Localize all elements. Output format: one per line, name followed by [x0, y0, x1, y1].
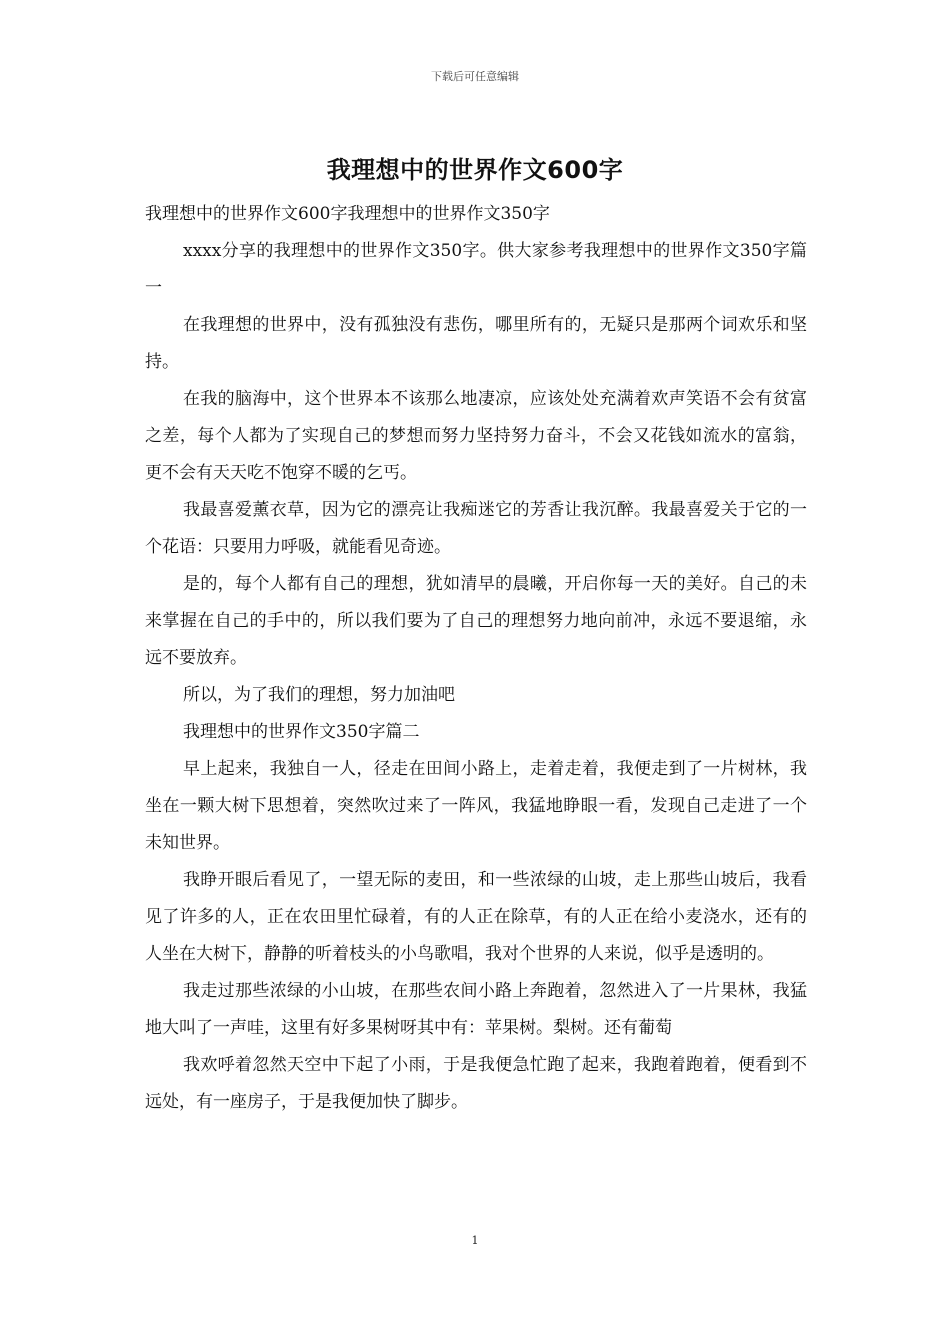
paragraph: 我走过那些浓绿的小山坡，在那些农间小路上奔跑着，忽然进入了一片果林，我猛地大叫了一声哇，这里有好多果树呀其中有：苹果树。梨树。还有葡萄 — [145, 981, 807, 1038]
document-body — [145, 196, 807, 1121]
paragraph: 早上起来，我独自一人，径走在田间小路上，走着走着，我便走到了一片树林，我坐在一颗大树下思想着，突然吹过来了一阵风，我猛地睁眼一看，发现自己走进了一个未知世界。 — [145, 759, 807, 853]
paragraph: 所以，为了我们的理想，努力加油吧 — [183, 685, 455, 705]
paragraph: 我理想中的世界作文600字我理想中的世界作文350字 — [145, 204, 550, 224]
document-title: 我理想中的世界作文600字 — [326, 156, 624, 184]
paragraph: 是的，每个人都有自己的理想，犹如清早的晨曦，开启你每一天的美好。自己的未来掌握在自己的手中的，所以我们要为了自己的理想努力地向前冲，永远不要退缩，永远不要放弃。 — [145, 574, 807, 668]
paragraph: 我欢呼着忽然天空中下起了小雨，于是我便急忙跑了起来，我跑着跑着，便看到不远处，有一座房子，于是我便加快了脚步。 — [145, 1055, 807, 1112]
paragraph: 我最喜爱薰衣草，因为它的漂亮让我痴迷它的芳香让我沉醉。我最喜爱关于它的一个花语：只要用力呼吸，就能看见奇迹。 — [145, 500, 807, 557]
paragraph: 在我的脑海中，这个世界本不该那么地凄凉，应该处处充满着欢声笑语不会有贫富之差，每个人都为了实现自己的梦想而努力坚持努力奋斗，不会又花钱如流水的富翁，更不会有天天吃不饱穿不暖的乞丐。 — [145, 389, 807, 483]
page-header-note: 下载后可任意编辑 — [431, 70, 519, 83]
paragraph: 我睁开眼后看见了，一望无际的麦田，和一些浓绿的山坡，走上那些山坡后，我看见了许多的人，正在农田里忙碌着，有的人正在除草，有的人正在给小麦浇水，还有的人坐在大树下，静静的听着枝头的小鸟歌唱，我对个世界的人来说，似乎是透明的。 — [145, 870, 807, 964]
section-heading: 我理想中的世界作文350字篇二 — [183, 722, 420, 742]
paragraph: 在我理想的世界中，没有孤独没有悲伤，哪里所有的，无疑只是那两个词欢乐和坚持。 — [145, 315, 807, 372]
page-number: 1 — [471, 1234, 479, 1247]
paragraph: xxxx分享的我理想中的世界作文350字。供大家参考我理想中的世界作文350字篇一 — [145, 241, 807, 298]
